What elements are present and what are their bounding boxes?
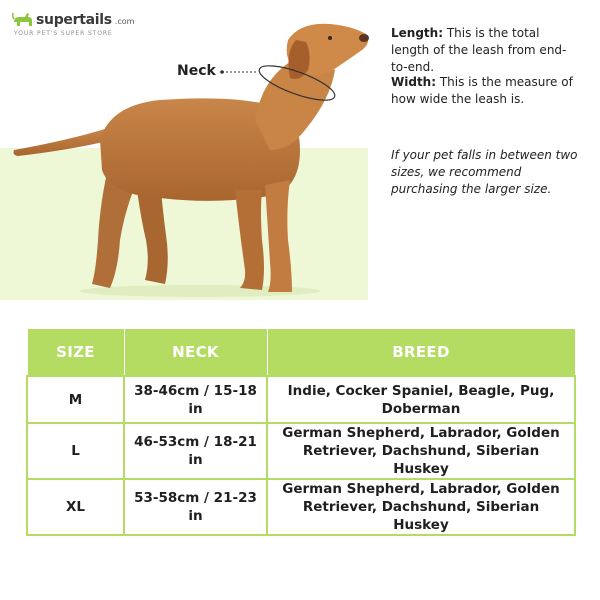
width-text: This is the measure of how wide the leash is. [391, 75, 573, 106]
neck-cell: 53-58cm / 21-23 in [124, 479, 267, 535]
neck-label: Neck [177, 63, 216, 79]
header-neck: NECK [124, 329, 267, 377]
brand-suffix: .com [114, 17, 135, 26]
size-cell: L [27, 423, 124, 479]
header-size: SIZE [27, 329, 124, 377]
size-cell: XL [27, 479, 124, 535]
breed-cell: German Shepherd, Labrador, Golden Retriever, Dachshund, Siberian Huskey [267, 423, 575, 479]
length-description [391, 25, 581, 76]
table-row [27, 376, 575, 423]
breed-cell: German Shepherd, Labrador, Golden Retriever, Dachshund, Siberian Huskey [267, 479, 575, 535]
size-chart-table [26, 328, 576, 536]
length-title: Length: [391, 26, 443, 40]
header-breed: BREED [267, 329, 575, 377]
length-text: This is the total length of the leash from end-to-end. [391, 26, 567, 74]
table-row [27, 479, 575, 535]
neck-cell: 46-53cm / 18-21 in [124, 423, 267, 479]
brand-tagline: YOUR PET'S SUPER STORE [14, 30, 113, 37]
dog-photo [0, 0, 370, 300]
brand-name: supertails [36, 12, 112, 28]
neck-cell: 38-46cm / 15-18 in [124, 376, 267, 423]
breed-cell: Indie, Cocker Spaniel, Beagle, Pug, Doberman [267, 376, 575, 423]
table-header-row [27, 329, 575, 377]
table-row [27, 423, 575, 479]
size-cell: M [27, 376, 124, 423]
size-recommendation-note: If your pet falls in between two sizes, we recommend purchasing the larger size. [391, 148, 578, 196]
width-description [391, 74, 581, 108]
width-title: Width: [391, 75, 437, 89]
